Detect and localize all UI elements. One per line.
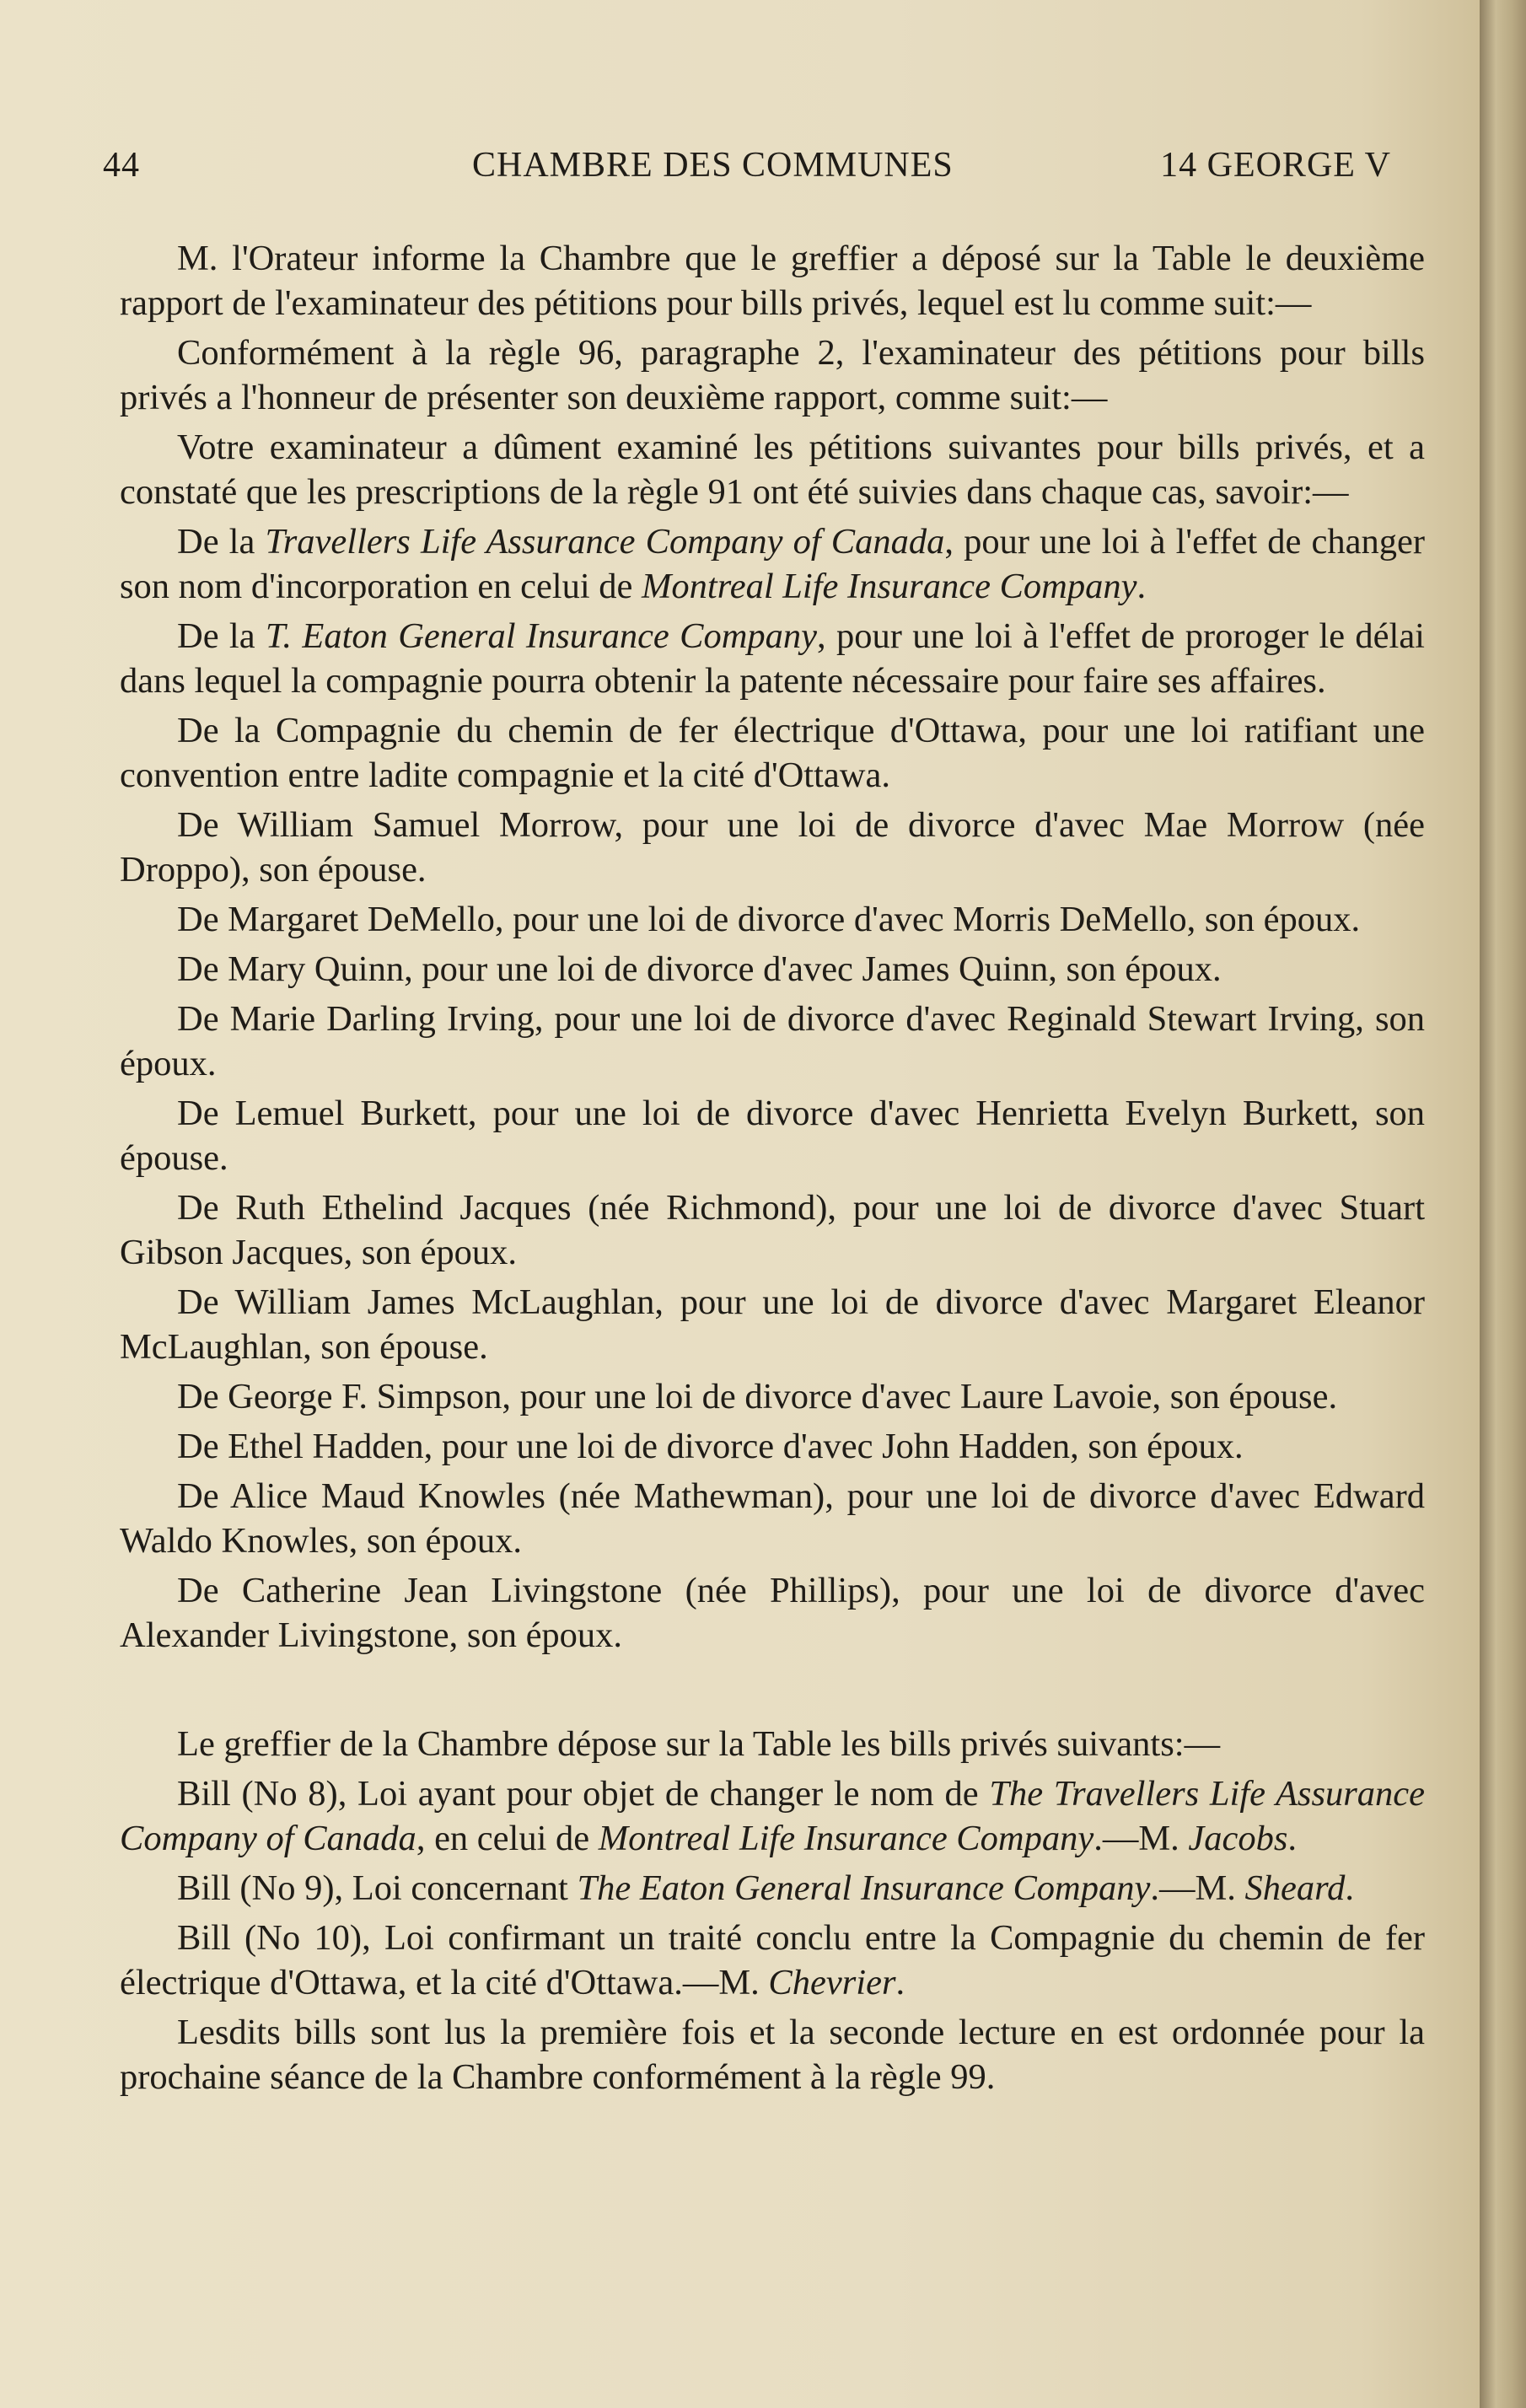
petition-eaton-general: De la T. Eaton General Insurance Company, pour une loi à l'effet de proroger le délai dans lequel la compagnie pourra obtenir la patente nécessaire pour faire ses affaires. [120, 616, 1425, 701]
petition-travellers-life: De la Travellers Life Assurance Company of Canada, pour une loi à l'effet de changer son nom d'incorporation en celui de Montreal Life Insurance Company. [120, 522, 1426, 606]
petition-burkett: De Lemuel Burkett, pour une loi de divorce d'avec Henrietta Evelyn Burkett, son épouse. [120, 1094, 1425, 1178]
header-reign: 14 GEORGE V [1160, 146, 1391, 185]
petition-quinn: De Mary Quinn, pour une loi de divorce d'avec James Quinn, son époux. [177, 949, 1222, 989]
paragraph-rule-96: Conformément à la règle 96, paragraphe 2, l'examinateur des pétitions pour bills privés a l'honneur de présenter son deuxième rapport, comme suit:— [120, 333, 1425, 417]
section-gap [120, 1663, 1425, 1722]
petition-simpson: De George F. Simpson, pour une loi de divorce d'avec Laure Lavoie, son épouse. [177, 1377, 1338, 1416]
bill-8: Bill (No 8), Loi ayant pour objet de changer le nom de The Travellers Life Assurance Company of Canada, en celui de Montreal Life Insurance Company.—M. Jacobs. [120, 1774, 1426, 1858]
petition-jacques: De Ruth Ethelind Jacques (née Richmond), pour une loi de divorce d'avec Stuart Gibson Jacques, son époux. [120, 1188, 1425, 1272]
petition-hadden: De Ethel Hadden, pour une loi de divorce d'avec John Hadden, son époux. [177, 1427, 1244, 1466]
petition-knowles: De Alice Maud Knowles (née Mathewman), pour une loi de divorce d'avec Edward Waldo Knowles, son époux. [120, 1476, 1425, 1561]
header-title: CHAMBRE DES COMMUNES [472, 146, 954, 185]
page-edge-shadow [1480, 0, 1526, 2408]
petition-livingstone: De Catherine Jean Livingstone (née Phillips), pour une loi de divorce d'avec Alexander Livingstone, son époux. [120, 1571, 1425, 1655]
petition-morrow: De William Samuel Morrow, pour une loi de divorce d'avec Mae Morrow (née Droppo), son épouse. [120, 805, 1425, 890]
paragraph-examiner: Votre examinateur a dûment examiné les pétitions suivantes pour bills privés, et a constaté que les prescriptions de la règle 91 ont été suivies dans chaque cas, savoir:— [120, 427, 1425, 512]
bills-intro: Le greffier de la Chambre dépose sur la Table les bills privés suivants:— [177, 1724, 1221, 1764]
paragraph-announcement: M. l'Orateur informe la Chambre que le greffier a déposé sur la Table le deuxième rapport de l'examinateur des pétitions pour bills privés, lequel est lu comme suit:— [120, 239, 1425, 323]
petition-irving: De Marie Darling Irving, pour une loi de divorce d'avec Reginald Stewart Irving, son époux. [120, 999, 1425, 1083]
body-text [120, 236, 1425, 2104]
bill-10: Bill (No 10), Loi confirmant un traité conclu entre la Compagnie du chemin de fer électrique d'Ottawa, et la cité d'Ottawa.—M. Chevrier. [120, 1918, 1425, 2002]
bill-9: Bill (No 9), Loi concernant The Eaton General Insurance Company.—M. Sheard. [177, 1868, 1354, 1908]
petition-mclaughlan: De William James McLaughlan, pour une loi de divorce d'avec Margaret Eleanor McLaughlan, son épouse. [120, 1282, 1425, 1367]
page-number: 44 [103, 146, 140, 185]
petition-demello: De Margaret DeMello, pour une loi de divorce d'avec Morris DeMello, son époux. [177, 900, 1361, 939]
running-header [93, 126, 1391, 185]
closing-paragraph: Lesdits bills sont lus la première fois et la seconde lecture en est ordonnée pour la prochaine séance de la Chambre conformément à la règle 99. [120, 2013, 1425, 2097]
petition-ottawa-electric: De la Compagnie du chemin de fer électrique d'Ottawa, pour une loi ratifiant une convention entre ladite compagnie et la cité d'Ottawa. [120, 711, 1425, 795]
